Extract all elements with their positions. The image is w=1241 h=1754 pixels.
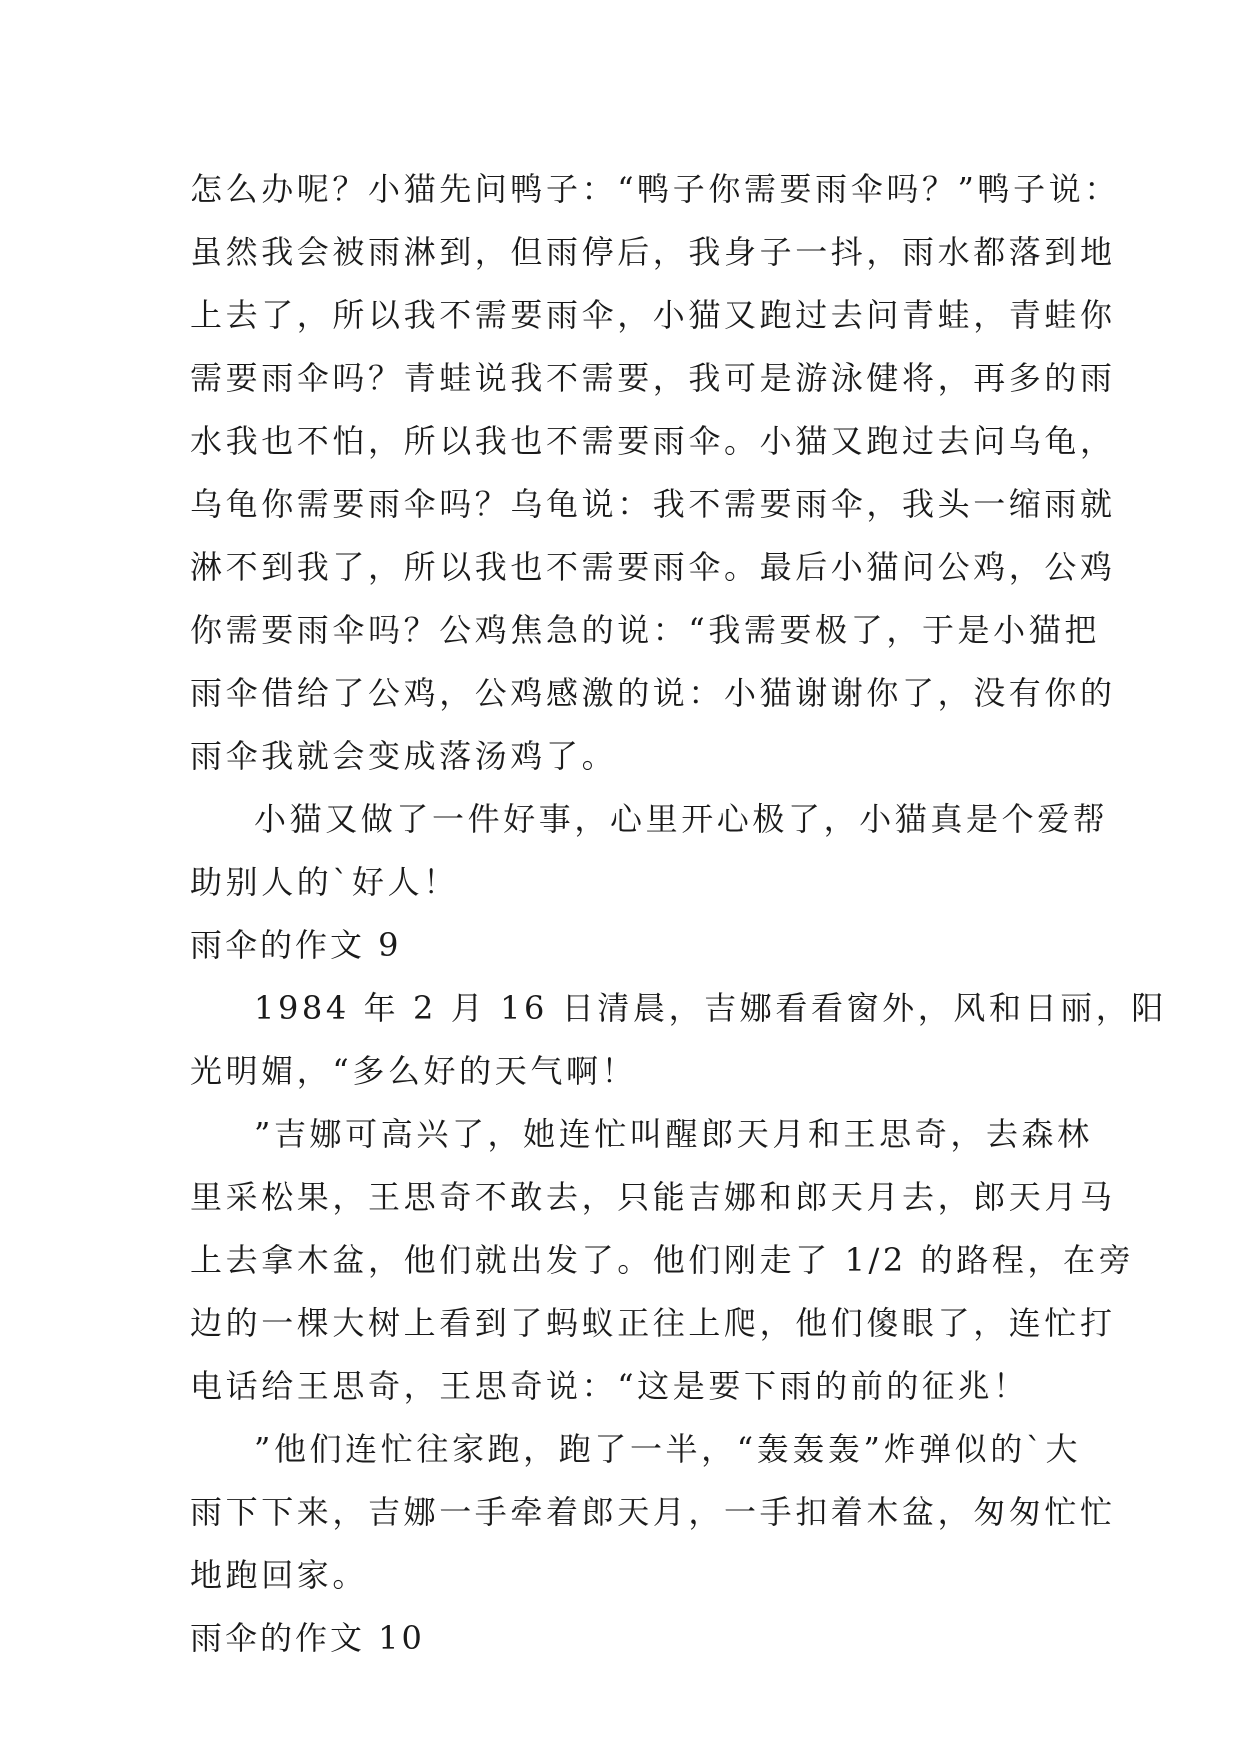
text-line: 里采松果，王思奇不敢去，只能吉娜和郎天月去，郎天月马 [190,1178,1116,1216]
section-heading: 雨伞的作文 9 [190,926,402,964]
text-line: 雨伞我就会变成落汤鸡了。 [190,737,618,775]
text-line: 电话给王思奇，王思奇说：“这是要下雨的前的征兆！ [190,1367,1029,1405]
text-line: 助别人的`好人！ [190,863,459,901]
text-line: 怎么办呢？小猫先问鸭子：“鸭子你需要雨伞吗？”鸭子说： [190,170,1120,208]
text-line: 需要雨伞吗？青蛙说我不需要，我可是游泳健将，再多的雨 [190,359,1116,397]
paragraph-first-line: ”他们连忙往家跑，跑了一半，“轰轰轰”炸弹似的`大 [254,1430,1082,1468]
text-line: 水我也不怕，所以我也不需要雨伞。小猫又跑过去问乌龟， [190,422,1116,460]
text-line: 光明媚，“多么好的天气啊！ [190,1052,638,1090]
document-body [190,158,1167,1670]
text-line: 边的一棵大树上看到了蚂蚁正往上爬，他们傻眼了，连忙打 [190,1304,1116,1342]
text-line: 雨伞借给了公鸡，公鸡感激的说：小猫谢谢你了，没有你的 [190,674,1116,712]
paragraph-first-line: 小猫又做了一件好事，心里开心极了，小猫真是个爱帮 [254,800,1109,838]
paragraph-first-line: 1984 年 2 月 16 日清晨，吉娜看看窗外，风和日丽，阳 [254,989,1167,1027]
text-line: 地跑回家。 [190,1556,369,1594]
text-line: 乌龟你需要雨伞吗？乌龟说：我不需要雨伞，我头一缩雨就 [190,485,1116,523]
text-line: 上去了，所以我不需要雨伞，小猫又跑过去问青蛙，青蛙你 [190,296,1116,334]
text-line: 虽然我会被雨淋到，但雨停后，我身子一抖，雨水都落到地 [190,233,1116,271]
text-line: 雨下下来，吉娜一手牵着郎天月，一手扣着木盆，匆匆忙忙 [190,1493,1116,1531]
text-line: 上去拿木盆，他们就出发了。他们刚走了 1/2 的路程，在旁 [190,1241,1135,1279]
text-line: 你需要雨伞吗？公鸡焦急的说：“我需要极了，于是小猫把 [190,611,1100,649]
section-heading: 雨伞的作文 10 [190,1619,425,1657]
paragraph-first-line: ”吉娜可高兴了，她连忙叫醒郎天月和王思奇，去森林 [254,1115,1093,1153]
text-line: 淋不到我了，所以我也不需要雨伞。最后小猫问公鸡，公鸡 [190,548,1116,586]
